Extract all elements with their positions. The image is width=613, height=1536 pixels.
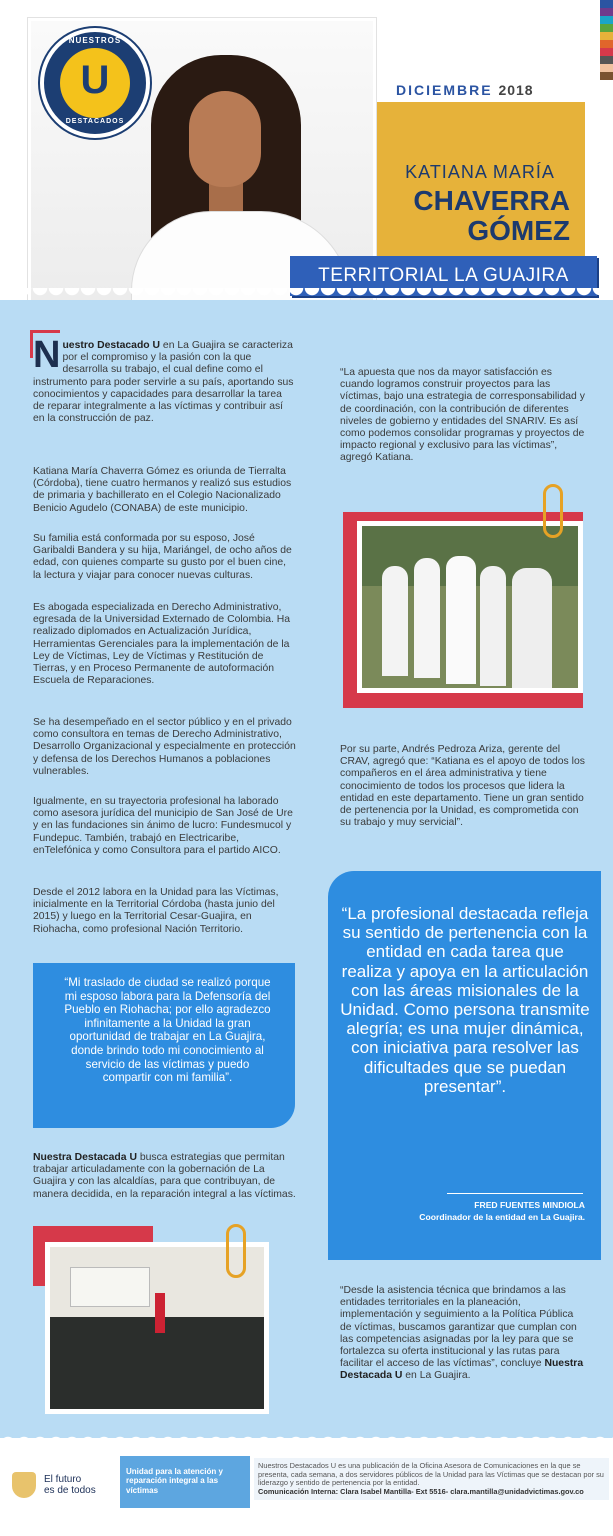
big-quote-text: “La profesional destacada refleja su sentido de pertenencia con la entidad en cada tarea que realiza y apoya en la articulación con las áreas misionales de la Unidad. Como persona transmite alegría; es una mujer dinámica, con iniciativa para resolver las dificultades que se puedan presentar”. [340,904,590,1096]
top-scallop [0,288,613,306]
paragraph-strategies [33,1152,296,1201]
surname-2: GÓMEZ [467,215,570,246]
issue-year: 2018 [498,82,534,98]
quote-attribution [380,1199,585,1223]
paragraph-origin: Katiana María Chaverra Gómez es oriunda de Tierralta (Córdoba), tiene cuatro hermanos y realizó sus estudios de primaria y bachillerato en el Colegio Nacionalizado Benicio Agudelo (CONABA) de este municipio. [33,466,292,514]
strategies-bold: Nuestra Destacada U [33,1152,137,1163]
publication-description: Nuestros Destacados U es una publicación de la Oficina Asesora de Comunicaciones en la que se presenta, cada semana, a dos servidores públicos de la Unidad para las Víctimas que se destacan por su liderazgo y sentido de pertenencia por la entidad. [258,1461,604,1488]
quote-role: Coordinador de la entidad en La Guajira. [419,1212,585,1222]
paragraph-education: Es abogada especializada en Derecho Administrativo, egresada de la Universidad Externado de Colombia. Ha realizado diplomados en Actualización Jurídica, Herramientas Gerenciales para la implementación de la Ley de Víctimas, Ley de Víctimas y Restitución de Tierras, y en Proceso Permanente de autoformación Escuela de Reparaciones. [33,602,291,687]
paperclip-icon [226,1224,246,1278]
badge-icon [40,28,150,138]
paragraph-manager: Por su parte, Andrés Pedroza Ariza, gerente del CRAV, agregó que: “Katiana es el apoyo de todos los compañeros en el área administrativa y tiene conocimiento de todos los procesos que lidera la entidad en este departamento. Tiene un gran sentido de pertenencia por la Unidad, es comprometida con su trabajo y muy servicial”. [340,744,585,829]
paragraph-career: Igualmente, en su trayectoria profesional ha laborado como asesora jurídica del municipio de San José de Ure y en las fundaciones sin ánimo de lucro: Fundesmucol y Fundepuc. También, trabajó en Electricaribe, enTelefónica y como Consultora para el partido AICO. [33,796,293,856]
paragraph-conclusion [340,1285,587,1383]
internal-contact[interactable]: Comunicación Interna: Clara Isabel Mantilla- Ext 5516- clara.mantilla@unidadvictimas.gov.co [258,1486,584,1496]
color-strip [600,0,613,80]
surname-1: CHAVERRA [413,185,570,216]
quote-divider [447,1193,583,1194]
dropcap: N [33,334,61,376]
territory-banner: TERRITORIAL LA GUAJIRA [290,256,597,296]
paragraph-experience: Se ha desempeñado en el sector público y en el privado como consultora en temas de Derecho Administrativo, Desarrollo Organizacional y especialmente en protección y defensa de los Derechos Humanos a poblaciones vulnerables. [33,717,296,777]
quote-left-text: “Mi traslado de ciudad se realizó porque mi esposo labora para la Defensoría del Pueblo en Riohacha; por ello agradezco infinitamente a la Unidad la gran oportunidad de trabajar en La Guajira, donde brindo todo mi conocimiento al servicio de las víctimas y puedo compartir con mi familia”. [64,976,271,1085]
intro-bold: uestro Destacado U [62,340,161,351]
badge-letter: U [80,58,110,102]
conclusion-tail: en La Guajira. [402,1370,471,1382]
unit-logo-text: Unidad para la atención y reparación integral a las víctimas [120,1456,250,1508]
intro-paragraph [33,334,296,425]
coat-of-arms-icon [12,1472,36,1498]
surnames [390,186,570,246]
badge-bottom-text: DESTACADOS [65,118,125,125]
strategies-text: busca estrategias que permitan trabajar articuladamente con la gobernación de La Guajira y con las alcaldías, para que contribuyan, de manera decidida, en la reparación integral a las víctimas. [33,1152,296,1200]
paragraph-unit: Desde el 2012 labora en la Unidad para las Víctimas, inicialmente en la Territorial Córdoba (hasta junio del 2015) y luego en la Territorial Cesar-Guajira, en Riohacha, como profesional Nación Territorio. [33,887,279,935]
bottom-scallop [0,1430,613,1444]
conclusion-text: “Desde la asistencia técnica que brindamos a las entidades territoriales en la planeación, implementación y seguimiento a la Política Pública de víctimas, buscamos garantizar que cumplan con las competencias asignadas por la ley para que se fortalezca su oferta institucional y las rutas para facilitar el acceso de las víctimas”, concluye [340,1285,577,1370]
group-photo [357,521,583,693]
badge-top-text: NUESTROS [68,36,122,45]
first-names: KATIANA MARÍA [405,162,555,182]
paragraph-family: Su familia está conformada por su esposo, José Garibaldi Bandera y su hija, Mariángel, de ocho años de edad, con quienes comparte su gusto por el buen cine, la lectura y viajar para conocer nuevas culturas. [33,533,292,581]
paperclip-icon [543,484,563,538]
conclusion-bold: Nuestra Destacada U [340,1358,584,1382]
issue-date [396,82,534,98]
slogan-line-1: El futuro [44,1474,82,1485]
issue-month: DICIEMBRE [396,82,493,98]
paragraph-satisfaction: “La apuesta que nos da mayor satisfacción es cuando logramos construir proyectos para las víctimas, bajo una estrategia de corresponsabilidad y de coordinación, con la contribución de diferentes niveles de gobierno y entidades del SNARIV. Es así como podemos consolidar programas y proyectos de impacto regional y exclusivo para las víctimas”, agregó Katiana. [340,367,585,464]
quote-author: FRED FUENTES MINDIOLA [474,1200,585,1210]
intro-text: en La Guajira se caracteriza por el compromiso y la pasión con la que desarrolla su trabajo, el cual define como el instrumento para poder servirle a su país, aportando sus conocimientos y capacidades para desarrollar la tarea de reparar integralmente a las víctimas y contribuir así en la construcción de paz. [33,340,294,425]
publication-note [254,1458,609,1500]
government-slogan [44,1474,96,1496]
slogan-line-2: es de todos [44,1485,96,1496]
